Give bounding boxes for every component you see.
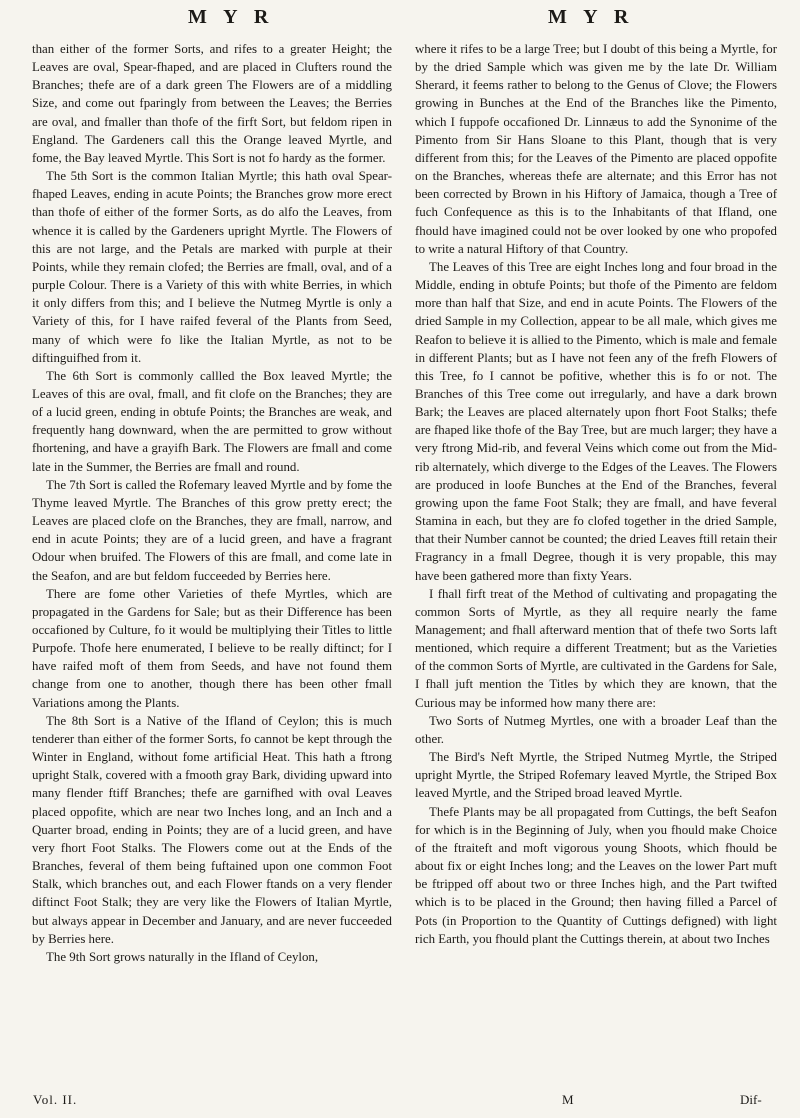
- page-footer: [0, 1092, 800, 1112]
- signature-mark: M: [562, 1092, 574, 1107]
- running-head-right: M Y R: [548, 6, 635, 28]
- paragraph: The 6th Sort is commonly callled the Box leaved Myrtle; the Leaves of this are oval, fmall, and fit clofe on the Branches; they are of a lucid green, ending in obtufe Points; the Branches are weak, and frequently hang downward, when the are permitted to grow without fhortening, and have a grayifh Bark. The Flowers are fmall and come late in the Summer, the Berries are fmall and round.: [32, 368, 392, 474]
- catchword: Dif-: [740, 1092, 762, 1107]
- paragraph: There are fome other Varieties of thefe Myrtles, which are propagated in the Gardens for Sale; but as their Difference has been occafioned by Culture, fo it would be multiplying their Titles to little Purpofe. Thofe here enumerated, I believe to be really diftinct; for I have raifed moft of them from Seeds, and have not found them change from one to another, though there has been other fmall Variations among the Plants.: [32, 586, 392, 710]
- paragraph: Two Sorts of Nutmeg Myrtles, one with a broader Leaf than the other.: [415, 713, 777, 746]
- paragraph: I fhall firft treat of the Method of cultivating and propagating the common Sorts of Myrtle, as they all require nearly the fame Management; and fhall afterward mention that of thefe two Sorts laft mentioned, which require a different Treatment; but as the Varieties of the common Sorts of Myrtle, are cultivated in the Gardens for Sale, I fhall juft mention the Titles by which they are known, that the Curious may be informed how many there are:: [415, 586, 777, 710]
- volume-label: Vol. II.: [33, 1092, 78, 1107]
- paragraph: Thefe Plants may be all propagated from Cuttings, the beft Seafon for which is in the Beginning of July, when you fhould make Choice of the ftraiteft and moft vigorous young Shoots, which fhould be about fix or eight Inches long; and the Leaves on the lower Part muft be ftripped off about two or three Inches high, and the Part twifted which is to be placed in the Ground; then having filled a Parcel of Pots (in Proportion to the Quantity of Cuttings defigned) with light rich Earth, you fhould plant the Cuttings therein, at about two Inches: [415, 804, 777, 946]
- paragraph: The 7th Sort is called the Rofemary leaved Myrtle and by fome the Thyme leaved Myrtle. The Branches of this grow pretty erect; the Leaves are placed clofe on the Branches, they are fmall, narrow, and end in acute Points; they are of a lucid green, and have a fragrant Odour when bruifed. The Flowers of this are fmall, and come late in the Seafon, and are but feldom fucceeded by Berries here.: [32, 477, 392, 583]
- paragraph: The 5th Sort is the common Italian Myrtle; this hath oval Spear-fhaped Leaves, ending in acute Points; the Branches grow more erect than thofe of either of the former Sorts, as do alfo the Leaves, from whence it is called by the Gardeners upright Myrtle. The Flowers of this are not large, and the Petals are marked with purple at their Points, while they remain clofed; the Berries are fmall, oval, and of a purple Colour. There is a Variety of this with white Berries, in which it only differs from this; and I believe the Nutmeg Myrtle is only a Variety of this, for I have raifed feveral of the Plants from Seed, many of which were fo like the Italian Myrtle, as not to be diftinguifhed from it.: [32, 169, 392, 365]
- paragraph: The 9th Sort grows naturally in the Ifland of Ceylon,: [46, 949, 319, 964]
- right-column: [415, 40, 777, 948]
- paragraph: than either of the former Sorts, and rifes to a greater Height; the Leaves are oval, Spear-fhaped, and are placed in Clufters round the Branches; thefe are of a dark green The Flowers are of a middling Size, and come out fparingly from between the Leaves; the Berries are oval, and fmaller than thofe of the firft Sort, but feldom ripen in England. The Gardeners call this the Orange leaved Myrtle, and fome, the Bay leaved Myrtle. This Sort is not fo hardy as the former.: [32, 42, 392, 165]
- paragraph: where it rifes to be a large Tree; but I doubt of this being a Myrtle, for by the dried Sample which was given me by the late Dr. William Sherard, it feems rather to belong to the Genus of Clove; the Flowers growing in Bunches at the End of the Branches like the Pimento, which I fuppofe occafioned Dr. Linnæus to add the Synonime of the Pimento from Sir Hans Sloane to this Plant, though that is very different from this; for the Leaves of the Pimento are placed oppofite on the Branches, whereas thefe are alternate; and this Error has not been corrected by Brown in his Hiftory of Jamaica, though a Tree of fuch Confequence as this is to the Inhabitants of that Ifland, one fhould have imagined could not be over looked by one who propofed to write a natural Hiftory of that Country.: [415, 42, 777, 256]
- left-column: [32, 40, 392, 966]
- paragraph: The Bird's Neft Myrtle, the Striped Nutmeg Myrtle, the Striped upright Myrtle, the Striped Rofemary leaved Myrtle, the Striped Box leaved Myrtle, and the Striped broad leaved Myrtle.: [415, 750, 777, 801]
- running-head-left: M Y R: [188, 6, 275, 28]
- paragraph: The Leaves of this Tree are eight Inches long and four broad in the Middle, ending in obtufe Points; but thofe of the Pimento are feldom more than half that Size, and end in acute Points. The Flowers of the dried Sample in my Collection, appear to be all male, which gives me Reafon to believe it is allied to the Pimento, which is male and female in different Plants; but as I have not feen any of the frefh Flowers of this Tree, fo I cannot be pofitive, whether this is fo or not. The Branches of this Tree come out irregularly, and have a dark brown Bark; the Leaves are placed alternately upon fhort Foot Stalks; thefe are fhaped like thofe of the Bay Tree, but are much larger; they have a very ftrong Mid-rib, and feveral Veins which come out from the Mid-rib alternately, which diverge to the Edges of the Leaves. The Flowers are produced in loofe Bunches at the End of the Branches, feveral growing upon the fame Foot Stalk; they are fmall, and have feveral Stamina in each, but they are fo clofed together in the dried Sample, that their Number cannot be counted; the dried Leaves ftill retain their Fragrancy in a fmall Degree, though it is very propable, this may have been gathered more than fixty Years.: [415, 259, 777, 583]
- paragraph: The 8th Sort is a Native of the Ifland of Ceylon; this is much tenderer than either of the former Sorts, fo cannot be kept through the Winter in England, without fome artificial Heat. This hath a ftrong upright Stalk, covered with a fmooth gray Bark, dividing upward into many flender ftiff Branches; thefe are garnifhed with oval Leaves placed oppofite, which are near two Inches long, and an Inch and a Quarter broad, ending in Points; they are of a lucid green, and have very fhort Foot Stalks. The Flowers come out at the Ends of the Branches, feveral of them being fuftained upon one common Foot Stalk, which branches out, and each Flower ftands on a very flender diftinct Foot Stalk; they are very like the Flowers of Italian Myrtle, but always appear in December and January, and are never fucceeded by Berries here.: [32, 713, 392, 946]
- running-head: [0, 6, 800, 36]
